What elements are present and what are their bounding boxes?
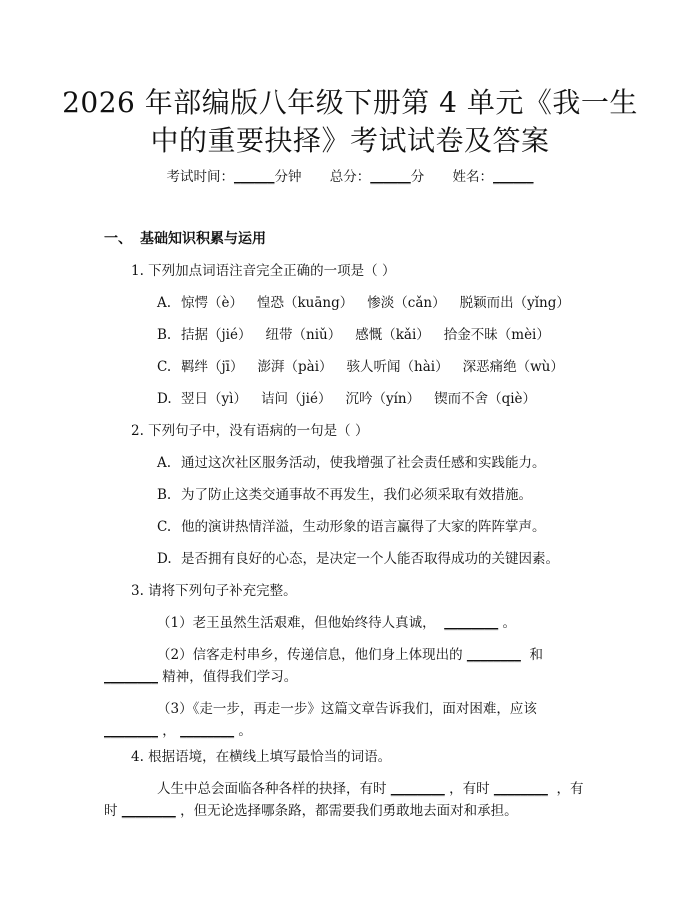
exam-title-line-1: 2026 年部编版八年级下册第 4 单元《我一生 xyxy=(62,86,638,119)
exam-title-line-2: 中的重要抉择》考试试卷及答案 xyxy=(150,124,550,157)
exam-time-field: 考试时间：______分钟 xyxy=(166,166,301,188)
q3-blank-3a: ________ xyxy=(104,723,158,739)
q1-option-a: A. 惊愕（è） 惶恐（kuāng） 惨淡（cǎn） 脱颖而出（yǐng） xyxy=(157,295,570,311)
q4-blank-3: ________ xyxy=(121,803,176,819)
q2-option-a: A. 通过这次社区服务活动，使我增强了社会责任感和实践能力。 xyxy=(157,455,546,471)
q3-sentence-3: （3）《走一步，再走一步》这篇文章告诉我们，面对困难，应该 xyxy=(157,701,537,717)
q2-option-d: D. 是否拥有良好的心态，是决定一个人能否取得成功的关键因素。 xyxy=(157,551,559,567)
student-name-blank: ______ xyxy=(493,169,534,185)
q3-blank-1: ________ xyxy=(444,615,499,631)
total-score-field: 总分：______分 xyxy=(330,166,425,188)
q2-option-b: B. 为了防止这类交通事故不再发生，我们必须采取有效措施。 xyxy=(157,487,532,503)
q4-blank-1: ________ xyxy=(390,781,445,797)
exam-time-blank: ______ xyxy=(233,169,275,185)
q3-blank-2b: ________ xyxy=(104,669,158,685)
q3-sentence-2: （2）信客走村串乡，传递信息，他们身上体现出的 ________ 和 xyxy=(157,644,543,666)
q1-option-b: B. 拮据（jié） 纽带（niǔ） 感慨（kǎi） 拾金不昧（mèi） xyxy=(157,327,550,343)
student-name-field: 姓名：______ xyxy=(453,166,534,188)
q3-sentence-3-cont: ________ ， ________ 。 xyxy=(104,720,252,742)
q2-option-c: C. 他的演讲热情洋溢，生动形象的语言赢得了大家的阵阵掌声。 xyxy=(157,519,546,535)
q4-paragraph-line-1: 人生中总会面临各种各样的抉择，有时 ________ ，有时 ________ ，有 xyxy=(157,778,583,800)
q3-sentence-1: （1）老王虽然生活艰难，但他始终待人真诚， ________ 。 xyxy=(157,612,516,634)
q1-option-c: C. 羁绊（jī） 澎湃（pài） 骇人听闻（hài） 深恶痛绝（wù） xyxy=(157,359,564,375)
q3-blank-3b: ________ xyxy=(180,723,235,739)
question-2-stem: 2. 下列句子中，没有语病的一句是（ ） xyxy=(131,423,369,439)
q4-paragraph-line-2: 时 ________ ，但无论选择哪条路，都需要我们勇敢地去面对和承担。 xyxy=(104,800,518,822)
section-heading: 一、 基础知识积累与运用 xyxy=(104,231,266,247)
question-3-stem: 3. 请将下列句子补充完整。 xyxy=(131,583,297,599)
q1-option-d: D. 翌日（yì） 诘问（jié） 沉吟（yín） 锲而不舍（qiè） xyxy=(157,391,537,407)
question-4-stem: 4. 根据语境，在横线上填写最恰当的词语。 xyxy=(131,749,392,765)
question-1-stem: 1. 下列加点词语注音完全正确的一项是（ ） xyxy=(131,263,396,279)
q3-sentence-2-cont: ________ 精神，值得我们学习。 xyxy=(104,666,297,688)
q4-blank-2: ________ xyxy=(493,781,548,797)
q3-blank-2a: ________ xyxy=(466,647,521,663)
total-score-blank: ______ xyxy=(370,169,411,185)
exam-info-row xyxy=(0,166,700,188)
